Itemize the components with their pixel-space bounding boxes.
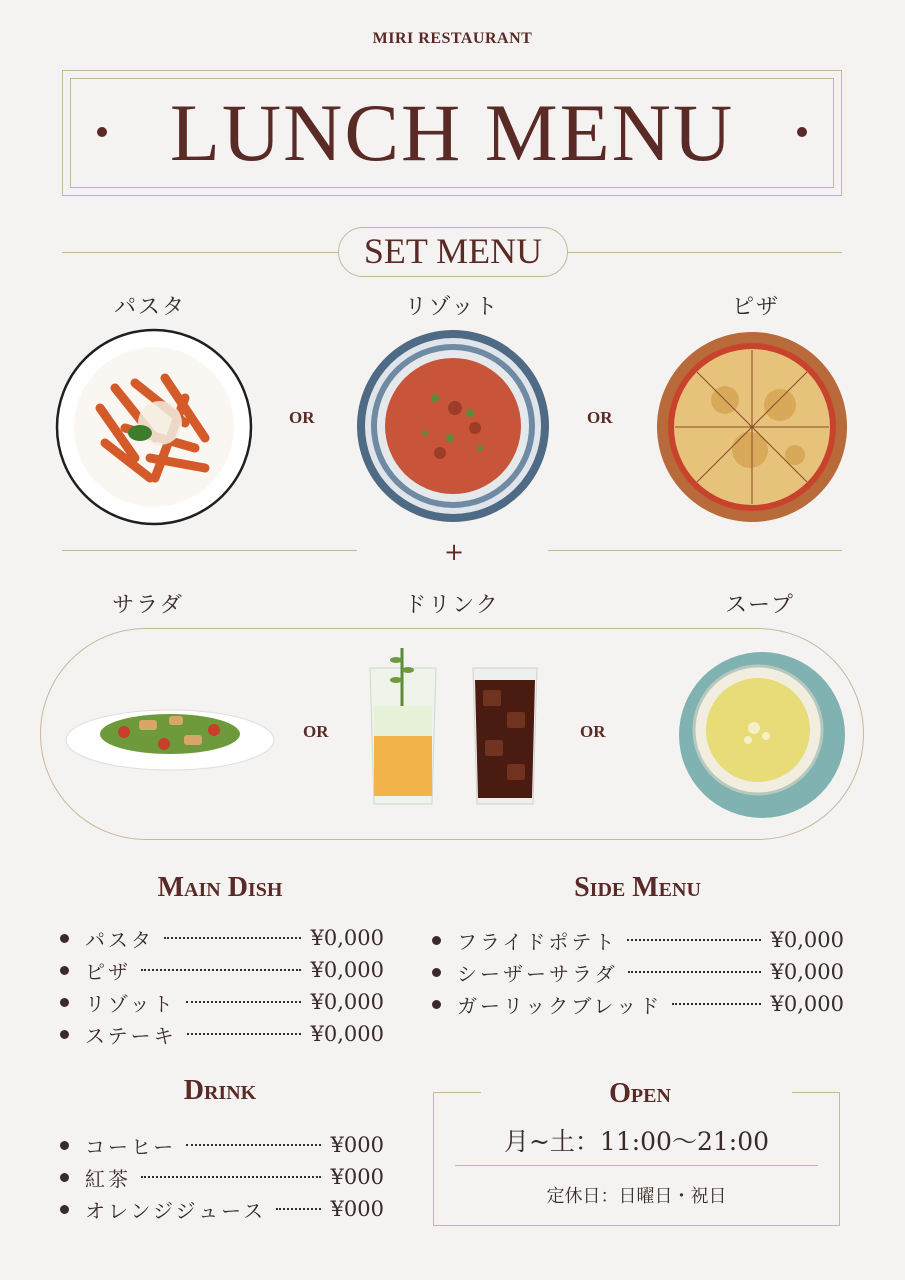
drink-list	[60, 1130, 384, 1224]
item-name: 紅茶	[85, 1166, 131, 1191]
lemon-soda-image	[362, 646, 444, 810]
or-label-2: OR	[587, 408, 613, 427]
plus-sign: +	[444, 538, 465, 566]
list-item	[60, 1019, 384, 1049]
side-menu-title: Side Menu	[574, 872, 701, 903]
plus-divider-left	[62, 550, 357, 551]
list-item	[432, 957, 844, 987]
side-label-salad: サラダ	[112, 593, 184, 618]
list-item	[60, 955, 384, 985]
restaurant-name: MIRI RESTAURANT	[372, 30, 533, 47]
or-label-3: OR	[303, 722, 329, 741]
pizza-image	[655, 330, 849, 524]
open-box-top-left	[433, 1092, 481, 1093]
leader-dots	[672, 1003, 760, 1005]
item-price: ¥0,000	[770, 960, 844, 984]
item-name: シーザーサラダ	[457, 961, 618, 986]
side-label-drink: ドリンク	[404, 593, 500, 618]
closed-days: 定休日：日曜日・祝日	[546, 1186, 727, 1207]
item-price: ¥0,000	[310, 1022, 384, 1046]
leader-dots	[141, 969, 301, 971]
main-label-pasta: パスタ	[113, 295, 186, 320]
leader-dots	[627, 939, 760, 941]
item-name: パスタ	[85, 927, 154, 952]
open-box-top-right	[792, 1092, 840, 1093]
item-price: ¥000	[330, 1165, 384, 1189]
or-label-4: OR	[580, 722, 606, 741]
bullet-icon	[60, 1173, 69, 1182]
leader-dots	[187, 1033, 301, 1035]
list-item	[60, 1162, 384, 1192]
bullet-icon	[60, 1141, 69, 1150]
item-name: リゾット	[85, 991, 176, 1016]
item-price: ¥000	[330, 1197, 384, 1221]
bullet-icon	[432, 936, 441, 945]
main-dish-title: Main Dish	[157, 872, 283, 903]
item-name: ステーキ	[85, 1023, 177, 1048]
page-title: LUNCH MENU	[169, 87, 735, 178]
list-item	[60, 1194, 384, 1224]
open-divider	[455, 1165, 818, 1166]
main-dish-list	[60, 923, 384, 1049]
bullet-icon	[60, 934, 69, 943]
main-label-risotto: リゾット	[404, 295, 500, 320]
salad-image	[64, 690, 276, 778]
drink-title: Drink	[183, 1075, 257, 1106]
item-name: ガーリックブレッド	[457, 993, 663, 1018]
item-name: オレンジジュース	[85, 1198, 267, 1223]
item-price: ¥0,000	[770, 928, 844, 952]
cola-image	[469, 660, 541, 810]
list-item	[60, 1130, 384, 1160]
or-label-1: OR	[289, 408, 315, 427]
leader-dots	[186, 1144, 320, 1146]
bullet-icon	[60, 998, 69, 1007]
pasta-image	[55, 328, 253, 526]
item-price: ¥000	[330, 1133, 384, 1157]
bullet-icon	[432, 1000, 441, 1009]
leader-dots	[141, 1176, 321, 1178]
open-hours: 月~土：11:00〜21:00	[503, 1127, 770, 1156]
bullet-icon	[60, 1205, 69, 1214]
bullet-icon	[60, 1030, 69, 1039]
main-label-pizza: ピザ	[731, 295, 780, 320]
leader-dots	[186, 1001, 301, 1003]
item-name: ピザ	[85, 959, 131, 984]
item-name: フライドポテト	[457, 929, 618, 954]
side-label-soup: スープ	[725, 593, 795, 618]
soup-image	[676, 650, 848, 820]
bullet-icon	[432, 968, 441, 977]
item-price: ¥0,000	[310, 926, 384, 950]
item-name: コーヒー	[85, 1134, 177, 1159]
risotto-image	[355, 328, 551, 524]
list-item	[60, 987, 384, 1017]
list-item	[432, 989, 844, 1019]
list-item	[60, 923, 384, 953]
leader-dots	[628, 971, 761, 973]
bullet-icon	[60, 966, 69, 975]
leader-dots	[164, 937, 301, 939]
list-item	[432, 925, 844, 955]
leader-dots	[276, 1208, 320, 1210]
side-menu-list	[432, 925, 844, 1019]
plus-divider-right	[548, 550, 842, 551]
item-price: ¥0,000	[310, 958, 384, 982]
item-price: ¥0,000	[770, 992, 844, 1016]
open-title: Open	[609, 1078, 671, 1109]
item-price: ¥0,000	[310, 990, 384, 1014]
set-menu-label: SET MENU	[338, 227, 568, 277]
